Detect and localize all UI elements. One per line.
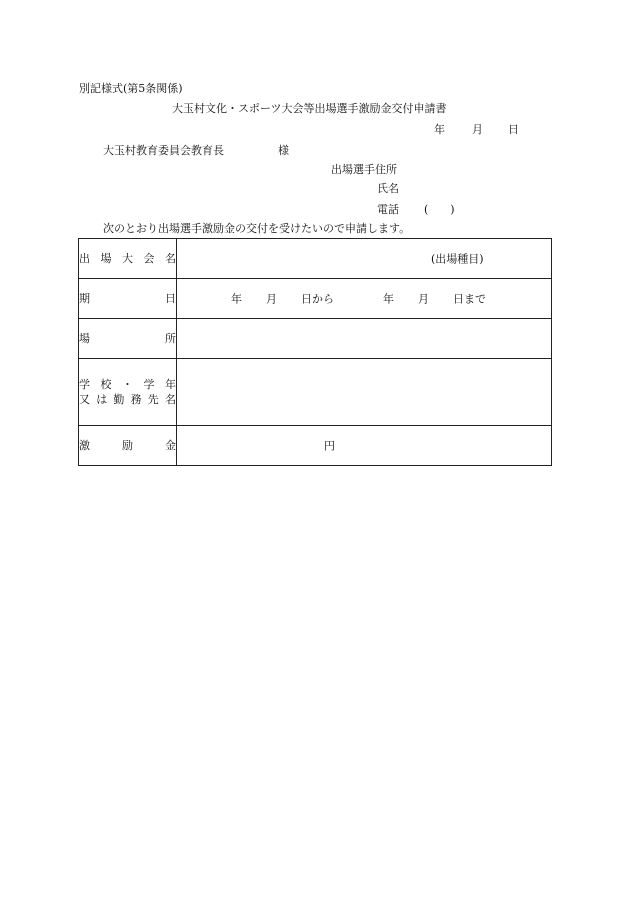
school-label-char: 又 bbox=[79, 393, 90, 406]
event-category-note: (出場種目) bbox=[431, 252, 484, 265]
school-label-char: 勤 bbox=[113, 393, 125, 406]
school-label-char: 先 bbox=[147, 393, 159, 406]
honorific: 様 bbox=[278, 144, 289, 157]
amount-unit: 円 bbox=[324, 439, 335, 452]
event-label bbox=[79, 251, 176, 266]
row-place bbox=[79, 319, 552, 359]
school-label-char: 学 bbox=[79, 378, 90, 391]
period-label-left: 期 bbox=[79, 292, 90, 305]
school-label-char: は bbox=[96, 393, 108, 406]
event-label-char: 場 bbox=[100, 252, 112, 265]
period-from-year: 年 bbox=[231, 292, 242, 305]
school-label-char: 務 bbox=[130, 393, 142, 406]
applicant-name-label: 氏名 bbox=[377, 182, 399, 195]
row-school bbox=[79, 359, 552, 426]
school-label-char: ・ bbox=[122, 378, 133, 391]
row-event bbox=[79, 239, 552, 279]
period-label-right: 日 bbox=[165, 292, 176, 305]
amount-label-cell bbox=[79, 426, 177, 466]
place-label-cell bbox=[79, 319, 177, 359]
addressee: 大玉村教育委員会教育長 bbox=[103, 144, 224, 157]
document-title: 大玉村文化・スポーツ大会等出場選手激励金交付申請書 bbox=[172, 102, 447, 115]
application-table bbox=[78, 238, 552, 466]
amount-label-right: 金 bbox=[165, 439, 176, 452]
phone-parentheses: ( ) bbox=[424, 203, 455, 216]
period-to-month: 月 bbox=[418, 292, 429, 305]
form-reference: 別記様式(第5条関係) bbox=[79, 82, 183, 95]
school-label-char: 校 bbox=[100, 378, 112, 391]
period-to-day: 日まで bbox=[453, 292, 486, 305]
amount-value-cell[interactable] bbox=[177, 426, 552, 466]
school-label-line1 bbox=[79, 377, 176, 392]
school-value-cell[interactable] bbox=[177, 359, 552, 426]
school-label-char: 年 bbox=[165, 378, 176, 391]
amount-label-left: 激 bbox=[79, 439, 90, 452]
event-label-cell bbox=[79, 239, 177, 279]
applicant-phone-label: 電話 bbox=[377, 203, 399, 216]
period-from-month: 月 bbox=[266, 292, 277, 305]
row-amount bbox=[79, 426, 552, 466]
school-label-cell bbox=[79, 359, 177, 426]
place-label bbox=[79, 331, 176, 346]
event-label-char: 出 bbox=[79, 252, 90, 265]
event-label-char: 会 bbox=[143, 252, 155, 265]
place-label-left: 場 bbox=[79, 332, 90, 345]
applicant-address-label: 出場選手住所 bbox=[331, 163, 397, 176]
event-label-char: 名 bbox=[165, 252, 176, 265]
period-value-cell[interactable] bbox=[177, 279, 552, 319]
school-label-char: 学 bbox=[143, 378, 155, 391]
event-value-cell[interactable] bbox=[177, 239, 552, 279]
period-label bbox=[79, 291, 176, 306]
amount-label-mid: 励 bbox=[122, 439, 133, 452]
date-month-label: 月 bbox=[472, 123, 483, 136]
intro-statement: 次のとおり出場選手激励金の交付を受けたいので申請します。 bbox=[103, 222, 411, 235]
period-to-year: 年 bbox=[383, 292, 394, 305]
amount-label bbox=[79, 438, 176, 453]
date-year-label: 年 bbox=[434, 123, 445, 136]
date-day-label: 日 bbox=[508, 123, 519, 136]
school-label-line2 bbox=[79, 392, 176, 407]
event-label-char: 大 bbox=[122, 252, 133, 265]
school-label-char: 名 bbox=[164, 393, 176, 406]
period-label-cell bbox=[79, 279, 177, 319]
period-from-day: 日から bbox=[301, 292, 334, 305]
row-period bbox=[79, 279, 552, 319]
place-label-right: 所 bbox=[165, 332, 176, 345]
place-value-cell[interactable] bbox=[177, 319, 552, 359]
